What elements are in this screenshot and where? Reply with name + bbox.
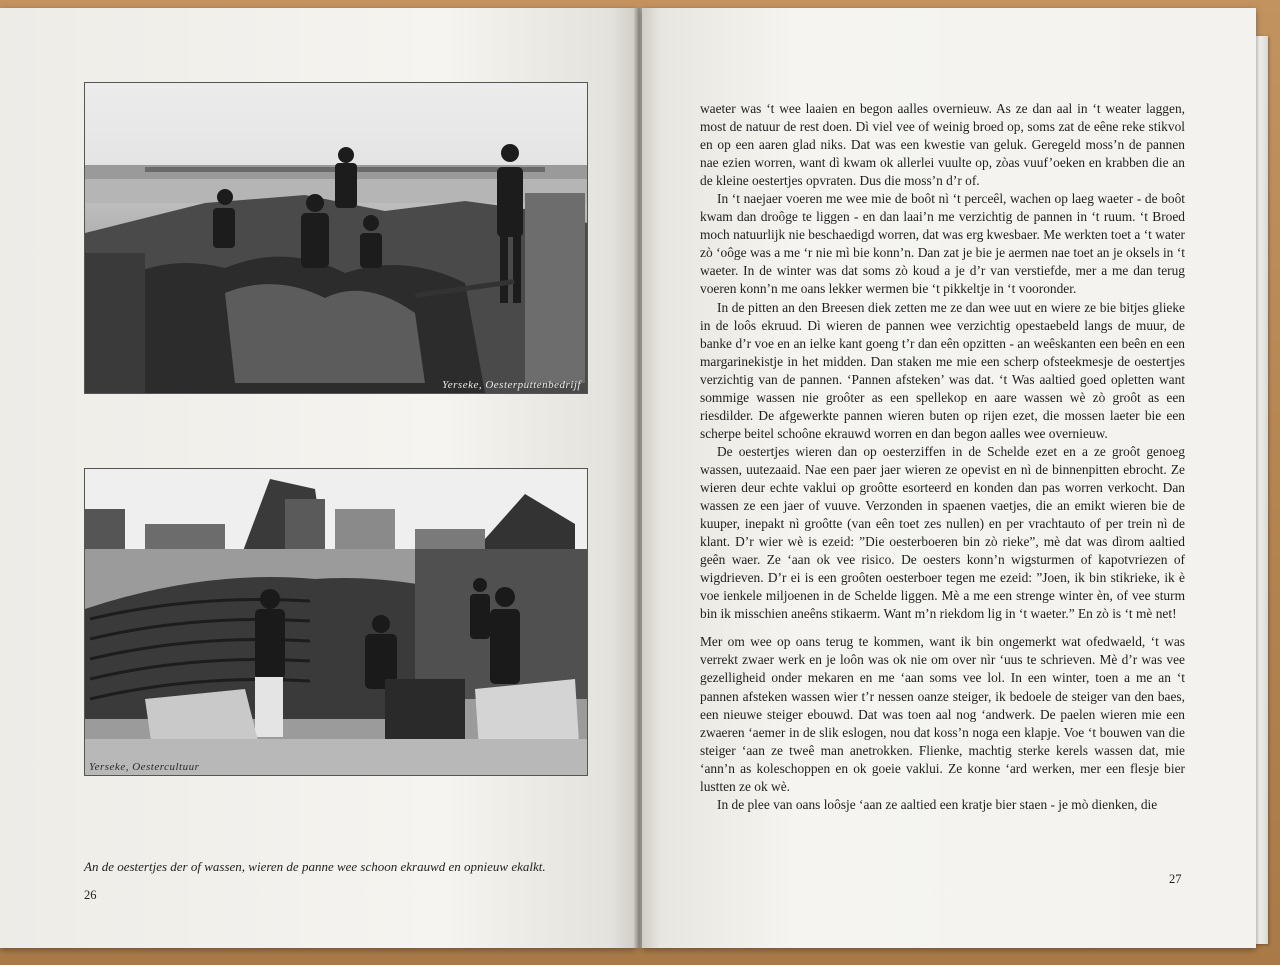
open-book	[0, 8, 1275, 956]
oyster-workers-photo-bottom	[84, 468, 588, 776]
photo-top-overlay-text: Yerseke, Oesterputtenbedrijf	[442, 379, 581, 391]
body-text	[700, 100, 1185, 814]
paragraph: In de plee van oans loôsje ‘aan ze aaltied een kratje bier staen - je mò dienken, die	[717, 796, 1158, 812]
oyster-workers-illustration-bottom	[85, 469, 587, 775]
paragraph: Mer om wee op oans terug te kommen, want ik bin ongemerkt wat ofedwaeld, ‘t was verrekt zwaer werk en je loôn was ok nie om over nìr ‘uus te schrieven. Mè d’r was vee gezelligheid onder mekaren en me ‘aan soms vee lol. In een winter, toen a me an ‘t pannen afsteken wassen wier t’r nessen oanze steiger, ik bedoele de steiger van den baes, een nieuwe steiger ebouwd. Dat was toen aal nog ‘andwerk. De paelen wieren mie een zwaeren ‘aemer in de slik eslogen, nou dat koss’n noga een klapje. Voe ‘t bouwen van die steiger ‘aan ze tweê man anetrokken. Flienke, machtig sterke kerels wassen dat, mie ‘ann’n as koleschoppen en ok goeie vaklui. Ze konne ‘ard werken, mer een flesje bier lustten ze ok wè.	[700, 634, 1185, 794]
oyster-workers-illustration-top	[85, 83, 587, 393]
oyster-workers-photo-top	[84, 82, 588, 394]
photo-bottom-overlay-text: Yerseke, Oestercultuur	[89, 761, 200, 773]
paragraph: In de pitten an den Breesen diek zetten me ze dan wee uut en wiere ze bie bitjes glieke in de loôs ekruud. Dì wieren de pannen wee verzichtig opestaebeld langs de muur, de banke d’r voe en an ielke kant goeng t’r dan eên opzitten - an weêskanten een beên en een margarinekistje in het midden. Dan staken me mie een scherp ofsteekmesje de oestertjes verzichtig van de pannen. ‘Pannen afsteken’ was dat. ‘t Was aaltied goed opletten want sommige wassen nie groôter as een spellekop en aare wassen wè zò groôt as een riesdilder. De afgewerkte pannen wieren buten op rijen ezet, die mossen laeter bie een scherpe beitel schoône ekrauwd worren en dan begon aalles wee overnieuw.	[700, 299, 1185, 441]
page-edge-stack	[1254, 36, 1268, 944]
left-page	[0, 8, 636, 948]
page-number-left: 26	[84, 888, 97, 902]
photo-caption: An de oestertjes der of wassen, wieren de panne wee schoon ekrauwd en opnieuw ekalkt.	[84, 859, 546, 874]
page-number-right: 27	[1169, 872, 1182, 886]
paragraph: waeter was ‘t wee laaien en begon aalles overnieuw. As ze dan aal in ‘t weater laggen, most de natuur de rest doen. Dì viel vee of weinig broed op, soms zat de eêne reke stikvol en op een aaren glad niks. Dat was een kwestie van geluk. Geregeld moss’n de pannen nae ezien worren, want dì kwam ok allerlei vuulte op, zòas vuuf’oeken en krabben die an de kleine oestertjes opvraten. Dus die moss’n d’r of.	[700, 101, 1185, 189]
paragraph: De oestertjes wieren dan op oesterziffen in de Schelde ezet en a ze groôt genoeg wassen, uutezaaid. Nae een paer jaer wieren ze opevist en nì de binnenpitten ebrocht. Ze wieren deur echte vaklui op groôtte esorteerd en konden dan pas worren verkocht. Dan wassen ze een jaer of vuuve. Verzonden in spaenen vaetjes, die an emikt wieren bie de kuuper, inepakt nì groôtte (van eên toet zes nullen) en per vrachtauto of per trein nì de klant. D’r wier wè is ezeid: ”Die oesterboeren bin zò rieke”, mè dat was dìrom aaltied geên waer. Ze ‘aan ok vee risico. De oesters konn’n wigsturmen of kapotvriezen of wigdrieven. D’r ei is een groôten oesterboer tegen me ezeid: ”Joen, ik bin stikrieke, ik è voe ienkele miljoenen in de Schelde liggen. Mè a me een strenge winter èn, of vee sturm bin ik misschien aneêns stikaerm. Want m’n riekdom lig in ‘t waeter.” En zò is ‘t mè net!	[700, 443, 1185, 622]
paragraph: In ‘t naejaer voeren me wee mie de boôt nì ‘t perceêl, wachen op laeg waeter - de boôt kwam dan droôge te liggen - en dan laai’n me verzichtig de pannen in ‘t ruum. ‘t Broed moch natuurlijk nie beschaedigd worren, dat was erg kwesbaer. Me werkten toet a ‘t water zò ‘oôge was a me ‘r nie mì bie konn’n. Dan zat je bie je aermen nae toet an je oksels in ‘t waeter. In de winter was dat soms zò koud a je d’r van verstiefde, mer a me dan terug voeren konn’n me oans lekker wermen bie ‘t pikkeltje in ‘t vooronder.	[700, 191, 1185, 297]
